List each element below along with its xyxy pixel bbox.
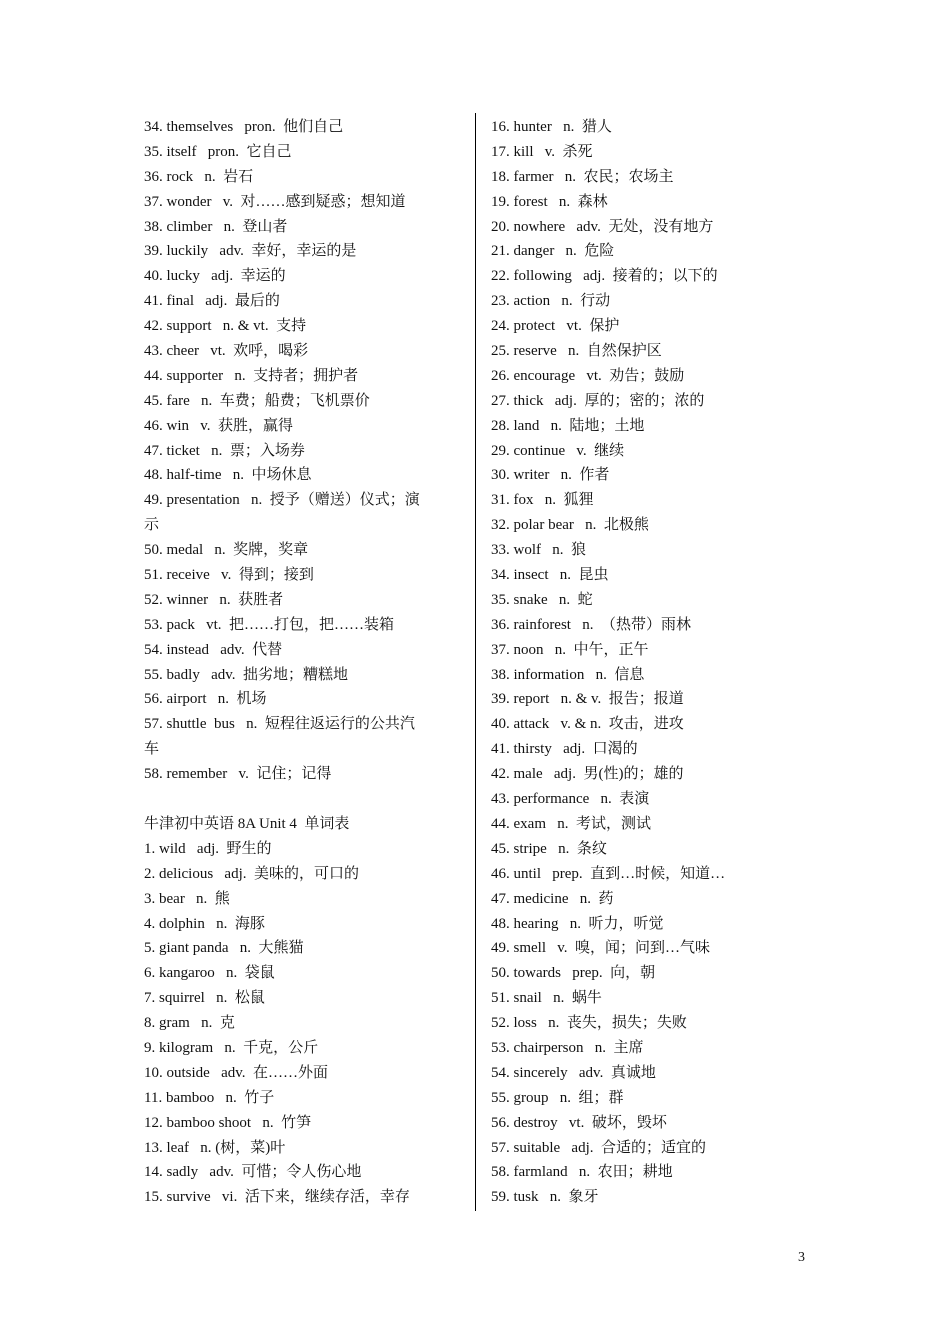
vocab-entry: 42. support n. & vt. 支持: [144, 318, 307, 335]
vocab-entry: 25. reserve n. 自然保护区: [491, 343, 662, 360]
vocab-entry: 56. airport n. 机场: [144, 691, 267, 708]
vocab-entry: 10. outside adv. 在……外面: [144, 1064, 329, 1081]
vocab-entry: 59. tusk n. 象牙: [491, 1189, 599, 1206]
vocab-entry: 51. snail n. 蜗牛: [491, 990, 602, 1007]
vocab-entry: 7. squirrel n. 松鼠: [144, 990, 265, 1007]
left-column: [144, 115, 462, 1210]
vocab-entry: 14. sadly adv. 可惜；令人伤心地: [144, 1164, 362, 1181]
vocab-entry: 29. continue v. 继续: [491, 442, 625, 459]
vocab-entry: 57. shuttle bus n. 短程往返运行的公共汽: [144, 716, 415, 733]
vocab-entry: 46. win v. 获胜，赢得: [144, 417, 294, 434]
vocab-entry: 4. dolphin n. 海豚: [144, 915, 265, 932]
vocab-entry: 35. itself pron. 它自己: [144, 143, 292, 160]
vocab-entry: 50. medal n. 奖牌，奖章: [144, 542, 309, 559]
vocab-entry: 36. rock n. 岩石: [144, 168, 254, 185]
vocab-entry: 58. farmland n. 农田；耕地: [491, 1164, 673, 1181]
vocab-entry: 50. towards prep. 向，朝: [491, 965, 656, 982]
vocab-entry: 46. until prep. 直到…时候，知道…: [491, 865, 726, 882]
vocab-entry: 58. remember v. 记住；记得: [144, 766, 332, 783]
vocab-entry: 30. writer n. 作者: [491, 467, 610, 484]
vocab-entry: 6. kangaroo n. 袋鼠: [144, 965, 275, 982]
vocab-entry: 45. stripe n. 条纹: [491, 840, 607, 857]
vocab-entry: 38. information n. 信息: [491, 666, 645, 683]
vocab-entry: 49. presentation n. 授予（赠送）仪式；演: [144, 492, 420, 509]
vocab-entry: 18. farmer n. 农民；农场主: [491, 168, 674, 185]
vocab-entry: 52. winner n. 获胜者: [144, 591, 284, 608]
vocab-entry: 41. final adj. 最后的: [144, 293, 280, 310]
vocab-entry-continuation: 示: [144, 517, 160, 534]
vocab-entry: 19. forest n. 森林: [491, 193, 608, 210]
vocab-entry: 12. bamboo shoot n. 竹笋: [144, 1114, 312, 1131]
vocab-entry: 37. noon n. 中午，正午: [491, 641, 649, 658]
vocab-entry: 43. cheer vt. 欢呼，喝彩: [144, 343, 309, 360]
vocab-entry: 20. nowhere adv. 无处，没有地方: [491, 218, 714, 235]
vocab-entry: 40. attack v. & n. 攻击，进攻: [491, 716, 684, 733]
vocab-entry: 36. rainforest n. （热带）雨林: [491, 616, 691, 633]
page-number: 3: [798, 1250, 805, 1265]
vocab-entry: 54. sincerely adv. 真诚地: [491, 1064, 656, 1081]
vocab-entry: 47. medicine n. 药: [491, 890, 614, 907]
vocab-entry: 55. group n. 组；群: [491, 1089, 624, 1106]
vocab-entry: 22. following adj. 接着的；以下的: [491, 268, 718, 285]
vocab-list-unit3-continued: [144, 115, 462, 787]
vocab-entry: 9. kilogram n. 千克，公斤: [144, 1039, 319, 1056]
vocab-entry: 8. gram n. 克: [144, 1015, 235, 1032]
vocab-entry: 5. giant panda n. 大熊猫: [144, 940, 304, 957]
vocab-entry: 17. kill v. 杀死: [491, 143, 593, 160]
vocab-entry: 38. climber n. 登山者: [144, 218, 288, 235]
vocab-entry: 1. wild adj. 野生的: [144, 840, 272, 857]
vocab-entry-continuation: 车: [144, 741, 160, 758]
vocab-entry: 47. ticket n. 票；入场券: [144, 442, 305, 459]
vocab-entry: 52. loss n. 丧失，损失；失败: [491, 1015, 687, 1032]
vocab-entry: 55. badly adv. 拙劣地；糟糕地: [144, 666, 349, 683]
vocab-entry: 45. fare n. 车费；船费；飞机票价: [144, 392, 370, 409]
vocab-entry: 41. thirsty adj. 口渴的: [491, 741, 638, 758]
vocab-entry: 48. half-time n. 中场休息: [144, 467, 312, 484]
vocab-entry: 31. fox n. 狐狸: [491, 492, 594, 509]
vocab-entry: 34. themselves pron. 他们自己: [144, 119, 344, 135]
vocab-entry: 28. land n. 陆地；土地: [491, 417, 645, 434]
vocab-entry: 32. polar bear n. 北极熊: [491, 517, 649, 534]
vocab-entry: 21. danger n. 危险: [491, 243, 615, 260]
vocab-entry: 3. bear n. 熊: [144, 890, 230, 907]
vocab-entry: 15. survive vi. 活下来，继续存活，幸存: [144, 1189, 410, 1206]
vocab-entry: 44. exam n. 考试，测试: [491, 815, 651, 832]
vocab-entry: 27. thick adj. 厚的；密的；浓的: [491, 392, 705, 409]
vocab-entry: 54. instead adv. 代替: [144, 641, 283, 658]
vocab-entry: 11. bamboo n. 竹子: [144, 1089, 275, 1106]
vocab-entry: 13. leaf n. (树，菜)叶: [144, 1139, 286, 1156]
vocab-entry: 2. delicious adj. 美味的，可口的: [144, 865, 359, 882]
vocab-entry: 39. report n. & v. 报告；报道: [491, 691, 684, 708]
vocab-entry: 39. luckily adv. 幸好，幸运的是: [144, 243, 357, 260]
vocab-entry: 56. destroy vt. 破坏，毁坏: [491, 1114, 667, 1131]
vocab-entry: 44. supporter n. 支持者；拥护者: [144, 367, 359, 384]
vocab-entry: 35. snake n. 蛇: [491, 591, 593, 608]
vocab-list-unit4: [144, 837, 462, 1210]
vocab-entry: 53. chairperson n. 主席: [491, 1039, 644, 1056]
vocab-entry: 33. wolf n. 狼: [491, 542, 586, 559]
vocab-entry: 23. action n. 行动: [491, 293, 611, 310]
vocab-entry: 57. suitable adj. 合适的；适宜的: [491, 1139, 706, 1156]
vocab-entry: 40. lucky adj. 幸运的: [144, 268, 286, 285]
vocab-entry: 49. smell v. 嗅，闻；问到…气味: [491, 940, 711, 957]
vocab-entry: 43. performance n. 表演: [491, 791, 650, 808]
vocab-entry: 16. hunter n. 猎人: [491, 119, 612, 135]
vocab-entry: 24. protect vt. 保护: [491, 318, 620, 335]
vocab-entry: 26. encourage vt. 劝告；鼓励: [491, 367, 685, 384]
column-divider: [475, 113, 476, 1211]
vocab-entry: 34. insect n. 昆虫: [491, 567, 609, 584]
section-heading: 牛津初中英语 8A Unit 4 单词表: [144, 815, 350, 832]
vocab-entry: 51. receive v. 得到；接到: [144, 567, 314, 584]
vocab-entry: 53. pack vt. 把……打包，把……装箱: [144, 616, 394, 633]
vocab-entry: 42. male adj. 男(性)的；雄的: [491, 766, 684, 783]
spacer: [144, 787, 462, 812]
vocab-entry: 37. wonder v. 对……感到疑惑；想知道: [144, 193, 406, 210]
right-column: [491, 115, 791, 1210]
vocab-entry: 48. hearing n. 听力，听觉: [491, 915, 664, 932]
